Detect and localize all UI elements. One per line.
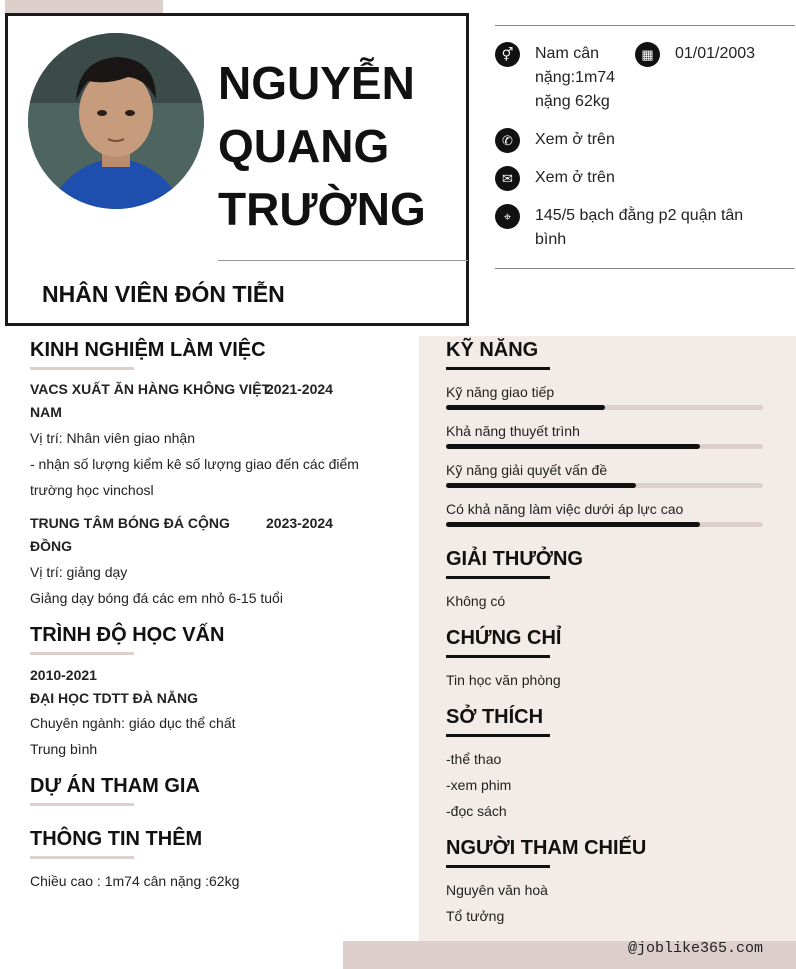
- more-info-title: THÔNG TIN THÊM: [30, 828, 203, 850]
- job1-position: Vị trí: Nhân viên giao nhận: [30, 430, 195, 446]
- contact-email: [495, 166, 615, 191]
- skill-label-2: Khả năng thuyết trình: [446, 423, 580, 439]
- name-divider: [218, 260, 468, 261]
- job1-period: 2021-2024: [266, 381, 333, 397]
- skill-fill-2: [446, 444, 700, 449]
- address-text-2: bình: [535, 231, 567, 248]
- hobby-item-2: -xem phim: [446, 777, 512, 793]
- address-text-1: 145/5 bạch đằng p2 quận tân: [535, 207, 744, 224]
- reference-line-1: Nguyên văn hoà: [446, 882, 548, 898]
- job2-desc-1: Giảng dạy bóng đá các em nhỏ 6-15 tuổi: [30, 590, 283, 606]
- awards-title: GIẢI THƯỞNG: [446, 548, 583, 570]
- job1-desc-1: - nhận số lượng kiểm kê số lượng giao đến các điểm: [30, 456, 359, 472]
- awards-underline: [446, 576, 550, 579]
- reference-line-2: Tổ tưởng: [446, 908, 505, 924]
- contact-address: [495, 204, 743, 252]
- education-major: Chuyên ngành: giáo dục thể chất: [30, 715, 236, 731]
- skills-title: KỸ NĂNG: [446, 339, 539, 361]
- certificates-title: CHỨNG CHỈ: [446, 627, 562, 649]
- birthday-text: 01/01/2003: [675, 45, 756, 62]
- skill-bar-4: [446, 522, 763, 527]
- job2-company-line2: ĐỒNG: [30, 538, 72, 554]
- location-pin-icon: ⌖: [495, 204, 520, 229]
- job2-company: [30, 513, 230, 556]
- name-line-3: TRƯỜNG: [218, 183, 426, 235]
- hobbies-title: SỞ THÍCH: [446, 706, 544, 728]
- job2-position: Vị trí: giảng dạy: [30, 564, 128, 580]
- job2-period: 2023-2024: [266, 515, 333, 531]
- phone-text: Xem ở trên: [535, 131, 615, 148]
- skill-bar-2: [446, 444, 763, 449]
- calendar-icon: ▦: [635, 42, 660, 67]
- skill-label-3: Kỹ năng giải quyết vấn đề: [446, 462, 608, 478]
- name-line-2: QUANG: [218, 120, 390, 172]
- skill-bar-1: [446, 405, 763, 410]
- skill-label-4: Có khả năng làm việc dưới áp lực cao: [446, 501, 684, 517]
- job-title: NHÂN VIÊN ĐÓN TIỄN: [42, 281, 285, 307]
- name-line-1: NGUYỄN: [218, 57, 415, 109]
- watermark: @joblike365.com: [628, 940, 764, 957]
- education-underline: [30, 652, 134, 655]
- projects-underline: [30, 803, 134, 806]
- references-title: NGƯỜI THAM CHIẾU: [446, 837, 647, 859]
- skill-fill-4: [446, 522, 700, 527]
- more-info-text: Chiều cao : 1m74 cân nặng :62kg: [30, 873, 240, 889]
- skill-fill-1: [446, 405, 605, 410]
- contact-birthday: [635, 42, 755, 67]
- education-title: TRÌNH ĐỘ HỌC VẤN: [30, 624, 225, 646]
- avatar-photo: [28, 33, 204, 209]
- more-info-underline: [30, 856, 134, 859]
- contact-gender: [495, 42, 615, 114]
- skill-bar-3: [446, 483, 763, 488]
- certificates-text: Tin học văn phòng: [446, 672, 561, 688]
- gender-text-2: nặng:1m74: [535, 69, 616, 86]
- job2-company-line1: TRUNG TÂM BÓNG ĐÁ CỘNG: [30, 515, 230, 531]
- projects-title: DỰ ÁN THAM GIA: [30, 775, 200, 797]
- hobbies-underline: [446, 734, 550, 737]
- full-name: [218, 52, 426, 241]
- contact-phone: [495, 128, 615, 153]
- certificates-underline: [446, 655, 550, 658]
- job1-company-line1: VACS XUẤT ĂN HÀNG KHÔNG VIỆT: [30, 381, 271, 397]
- email-text: Xem ở trên: [535, 169, 615, 186]
- skills-underline: [446, 367, 550, 370]
- education-grade: Trung bình: [30, 741, 98, 757]
- avatar: [28, 33, 204, 209]
- hobby-item-3: -đọc sách: [446, 803, 507, 819]
- job1-company: [30, 379, 270, 422]
- experience-title: KINH NGHIỆM LÀM VIỆC: [30, 339, 266, 361]
- gender-icon: ⚥: [495, 42, 520, 67]
- job1-company-line2: NAM: [30, 404, 62, 420]
- gender-text-3: nặng 62kg: [535, 93, 610, 110]
- hobby-item-1: -thể thao: [446, 751, 502, 767]
- job1-desc-2: trường học vinchosl: [30, 482, 154, 498]
- skill-fill-3: [446, 483, 636, 488]
- experience-underline: [30, 367, 134, 370]
- education-period: 2010-2021: [30, 667, 97, 683]
- gender-text-1: Nam cân: [535, 45, 600, 62]
- awards-text: Không có: [446, 593, 506, 609]
- education-school: ĐẠI HỌC TDTT ĐÀ NẴNG: [30, 690, 198, 706]
- skill-label-1: Kỹ năng giao tiếp: [446, 384, 555, 400]
- references-underline: [446, 865, 550, 868]
- email-icon: ✉: [495, 166, 520, 191]
- phone-icon: ✆: [495, 128, 520, 153]
